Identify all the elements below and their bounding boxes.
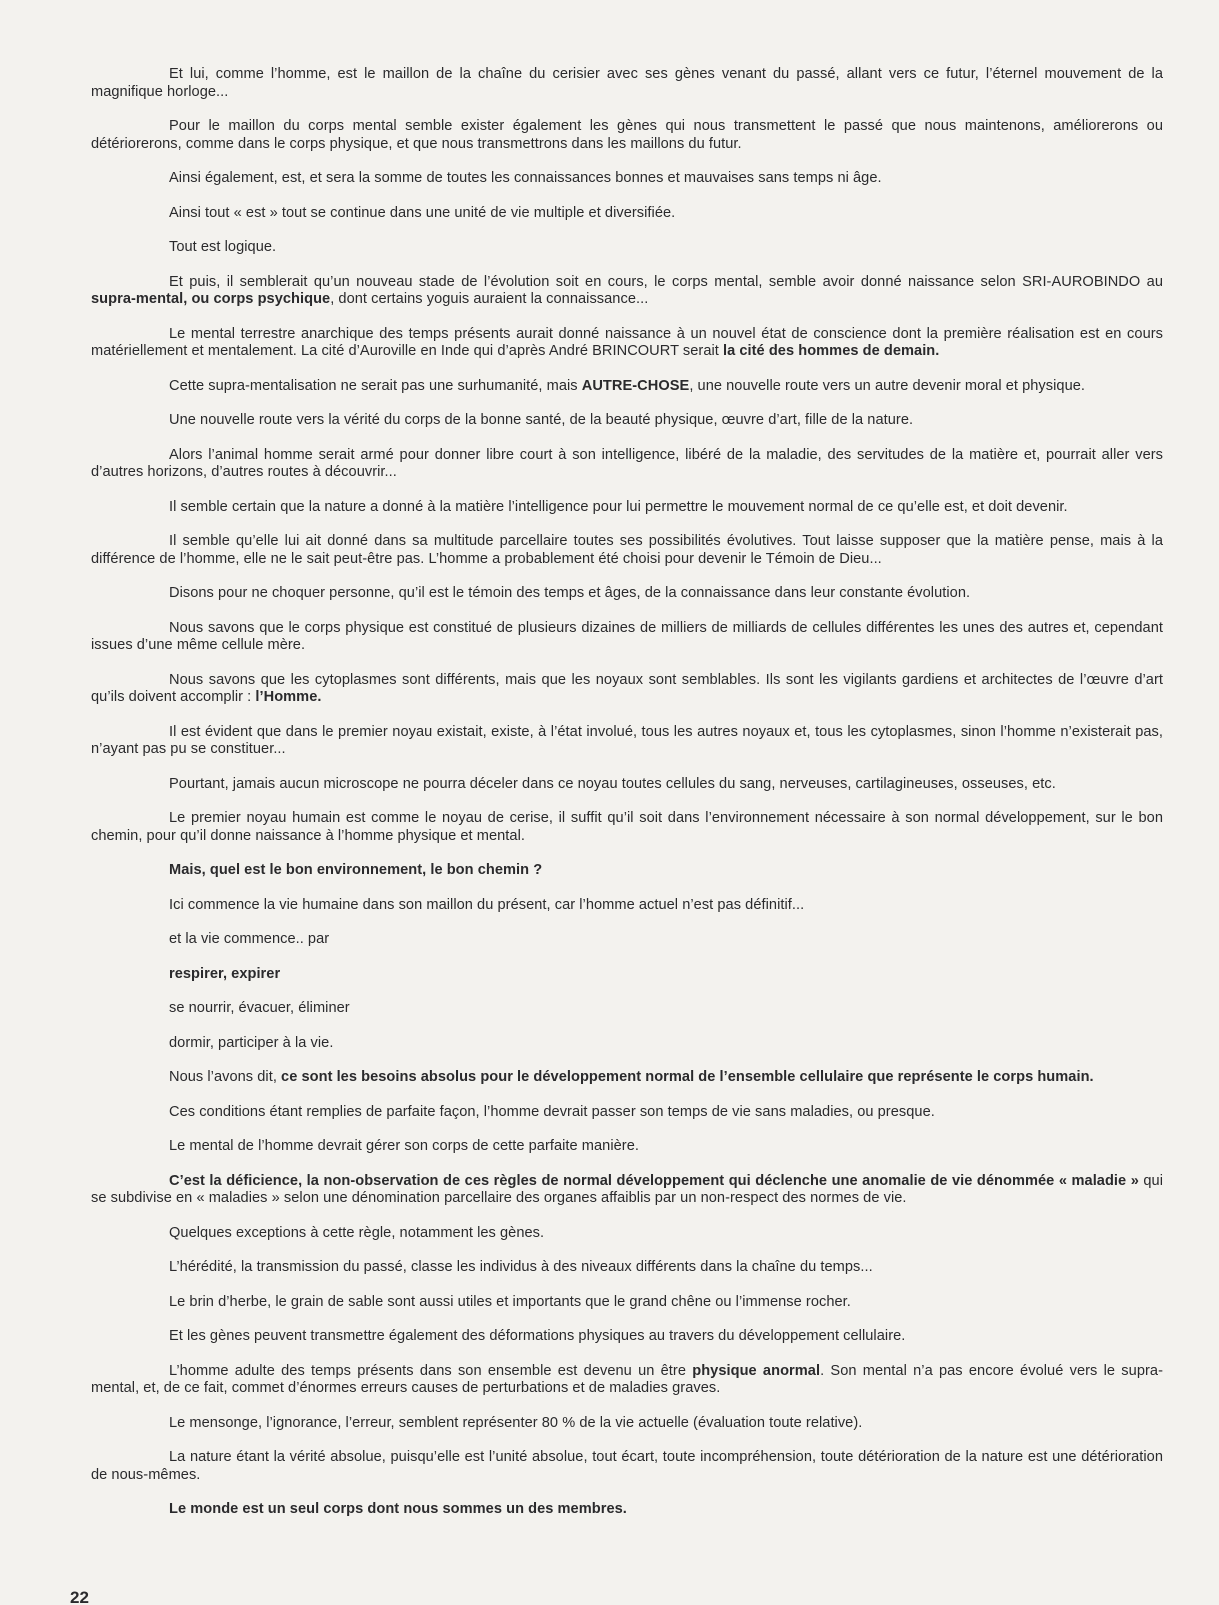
paragraph [91,1501,1163,1519]
text-run: Disons pour ne choquer personne, qu’il est le témoin des temps et âges, de la connaissance dans leur constante évolution. [169,585,971,601]
bold-text: Le monde est un seul corps dont nous sommes un des membres. [169,1501,627,1517]
bold-text: ce sont les besoins absolus pour le développement normal de l’ensemble cellulaire que représente le corps humain. [281,1069,1094,1085]
paragraph [91,1104,1163,1122]
bold-text: supra-mental, ou corps psychique [91,291,331,307]
bold-text: l’Homme. [255,689,322,705]
text-run: Il semble certain que la nature a donné à la matière l’intelligence pour lui permettre le mouvement normal de ce qu’elle est, et doit devenir. [169,498,1068,515]
text-run: Et puis, il semblerait qu’un nouveau stade de l’évolution soit en cours, le corps mental, semble avoir donné naissance selon SRI-AUROBINDO au [169,273,1163,290]
paragraph [91,1328,1163,1346]
paragraph [91,672,1163,707]
text-run: Pourtant, jamais aucun microscope ne pourra déceler dans ce noyau toutes cellules du sang, nerveuses, cartilagineuses, osseuses, etc. [169,775,1056,792]
paragraph [91,585,1163,603]
text-run: Tout est logique. [169,239,277,255]
paragraph [91,170,1163,188]
paragraph [91,966,1163,984]
paragraph [91,1138,1163,1156]
text-run: Nous l’avons dit, [169,1069,282,1085]
text-run: Quelques exceptions à cette règle, notamment les gènes. [169,1224,545,1241]
text-run: Cette supra-mentalisation ne serait pas une surhumanité, mais [169,377,582,394]
paragraph [91,1225,1163,1243]
paragraph [91,533,1163,568]
paragraph [91,620,1163,655]
text-run: qui se subdivise en « maladies » selon une dénomination parcellaire des organes affaiblis par un non-respect des normes de vie. [91,1172,1163,1206]
bold-text: respirer, expirer [169,965,281,982]
bold-text: physique anormal [692,1362,821,1379]
bold-text: C’est la déficience, la non-observation de ces règles de normal développement qui déclenche une anomalie de vie dénommée « maladie » [169,1172,1139,1189]
text-run: , dont certains yoguis auraient la connaissance... [330,291,649,307]
paragraph [91,931,1163,949]
text-run: Alors l’animal homme serait armé pour donner libre court à son intelligence, libéré de la maladie, des servitudes de la matière et, pourrait aller vers d’autres horizons, d’autres routes à découvrir... [91,446,1163,480]
paragraph [91,274,1163,309]
paragraph [91,1415,1163,1433]
text-run: Il semble qu’elle lui ait donné dans sa multitude parcellaire toutes ses possibilités évolutives. Tout laisse supposer que la matière pense, mais à la différence de l’homme, elle ne le sait peut-être pas. L’homme a probablement été choisi pour devenir le Témoin de Dieu... [91,533,1163,567]
text-run: Le premier noyau humain est comme le noyau de cerise, il suffit qu’il soit dans l’environnement nécessaire à son normal développement, sur le bon chemin, pour qu’il donne naissance à l’homme physique et mental. [91,810,1163,844]
paragraph [91,118,1163,153]
text-run: Et lui, comme l’homme, est le maillon de la chaîne du cerisier avec ses gènes venant du passé, allant vers ce futur, l’éternel mouvement de la magnifique horloge... [91,66,1163,100]
paragraph [91,1035,1163,1053]
paragraph [91,1449,1163,1484]
text-run: Le mensonge, l’ignorance, l’erreur, semblent représenter 80 % de la vie actuelle (évaluation toute relative). [169,1414,863,1431]
text-run: L’homme adulte des temps présents dans son ensemble est devenu un être [169,1362,693,1379]
paragraph [91,724,1163,759]
text-run: Le brin d’herbe, le grain de sable sont aussi utiles et importants que le grand chêne ou l’immense rocher. [169,1293,851,1310]
text-run: Et les gènes peuvent transmettre également des déformations physiques au travers du développement cellulaire. [169,1328,906,1344]
text-run: Une nouvelle route vers la vérité du corps de la bonne santé, de la beauté physique, œuvre d’art, fille de la nature. [169,412,914,428]
paragraph [91,412,1163,430]
text-run: La nature étant la vérité absolue, puisqu’elle est l’unité absolue, tout écart, toute incompréhension, toute détérioration de la nature est une détérioration de nous-mêmes. [91,1449,1163,1483]
text-run: se nourrir, évacuer, éliminer [169,1000,350,1016]
paragraph [91,862,1163,880]
bold-text: la cité des hommes de demain. [723,343,940,359]
article-body [91,66,1163,1536]
paragraph [91,447,1163,482]
text-run: Nous savons que les cytoplasmes sont différents, mais que les noyaux sont semblables. Ils sont les vigilants gardiens et architectes de l’œuvre d’art qu’ils doivent accomplir : [91,671,1163,705]
text-run: Ces conditions étant remplies de parfaite façon, l’homme devrait passer son temps de vie sans maladies, ou presque. [169,1103,935,1120]
paragraph [91,1069,1163,1087]
paragraph [91,1363,1163,1398]
paragraph [91,897,1163,915]
paragraph [91,326,1163,361]
text-run: Pour le maillon du corps mental semble exister également les gènes qui nous transmettent le passé que nous maintenons, améliorerons ou détériorerons, comme dans le corps physique, et que nous transmettrons dans les maillons du futur. [91,118,1163,152]
text-run: dormir, participer à la vie. [169,1034,334,1051]
paragraph [91,205,1163,223]
paragraph [91,499,1163,517]
text-run: et la vie commence.. par [169,931,330,947]
text-run: Ainsi également, est, et sera la somme de toutes les connaissances bonnes et mauvaises sans temps ni âge. [169,170,882,186]
text-run: , une nouvelle route vers un autre devenir moral et physique. [689,377,1086,394]
paragraph [91,1000,1163,1018]
text-run: L’hérédité, la transmission du passé, classe les individus à des niveaux différents dans la chaîne du temps... [169,1259,873,1275]
paragraph [91,66,1163,101]
text-run: Ainsi tout « est » tout se continue dans une unité de vie multiple et diversifiée. [169,204,676,221]
paragraph [91,378,1163,396]
text-run: Ici commence la vie humaine dans son maillon du présent, car l’homme actuel n’est pas définitif... [169,896,805,913]
text-run: Le mental de l’homme devrait gérer son corps de cette parfaite manière. [169,1138,639,1154]
paragraph [91,1259,1163,1277]
text-run: . Son mental n’a pas encore évolué vers le supra-mental, et, de ce fait, commet d’énormes erreurs causes de perturbations et de maladies graves. [91,1362,1163,1396]
bold-text: AUTRE-CHOSE [581,377,690,394]
paragraph [91,776,1163,794]
page-number: 22 [70,1588,89,1605]
bold-text: Mais, quel est le bon environnement, le bon chemin ? [169,862,543,878]
paragraph [91,1173,1163,1208]
paragraph [91,239,1163,257]
paragraph [91,1294,1163,1312]
text-run: Nous savons que le corps physique est constitué de plusieurs dizaines de milliers de milliards de cellules différentes les unes des autres et, cependant issues d’une même cellule mère. [91,619,1163,653]
paragraph [91,810,1163,845]
text-run: Le mental terrestre anarchique des temps présents aurait donné naissance à un nouvel état de conscience dont la première réalisation est en cours matériellement et mentalement. La cité d’Auroville en Inde qui d’après André BRINCOURT serait [91,325,1163,359]
text-run: Il est évident que dans le premier noyau existait, existe, à l’état involué, tous les autres noyaux et, tous les cytoplasmes, sinon l’homme n’existerait pas, n’ayant pas pu se constituer... [91,723,1163,757]
